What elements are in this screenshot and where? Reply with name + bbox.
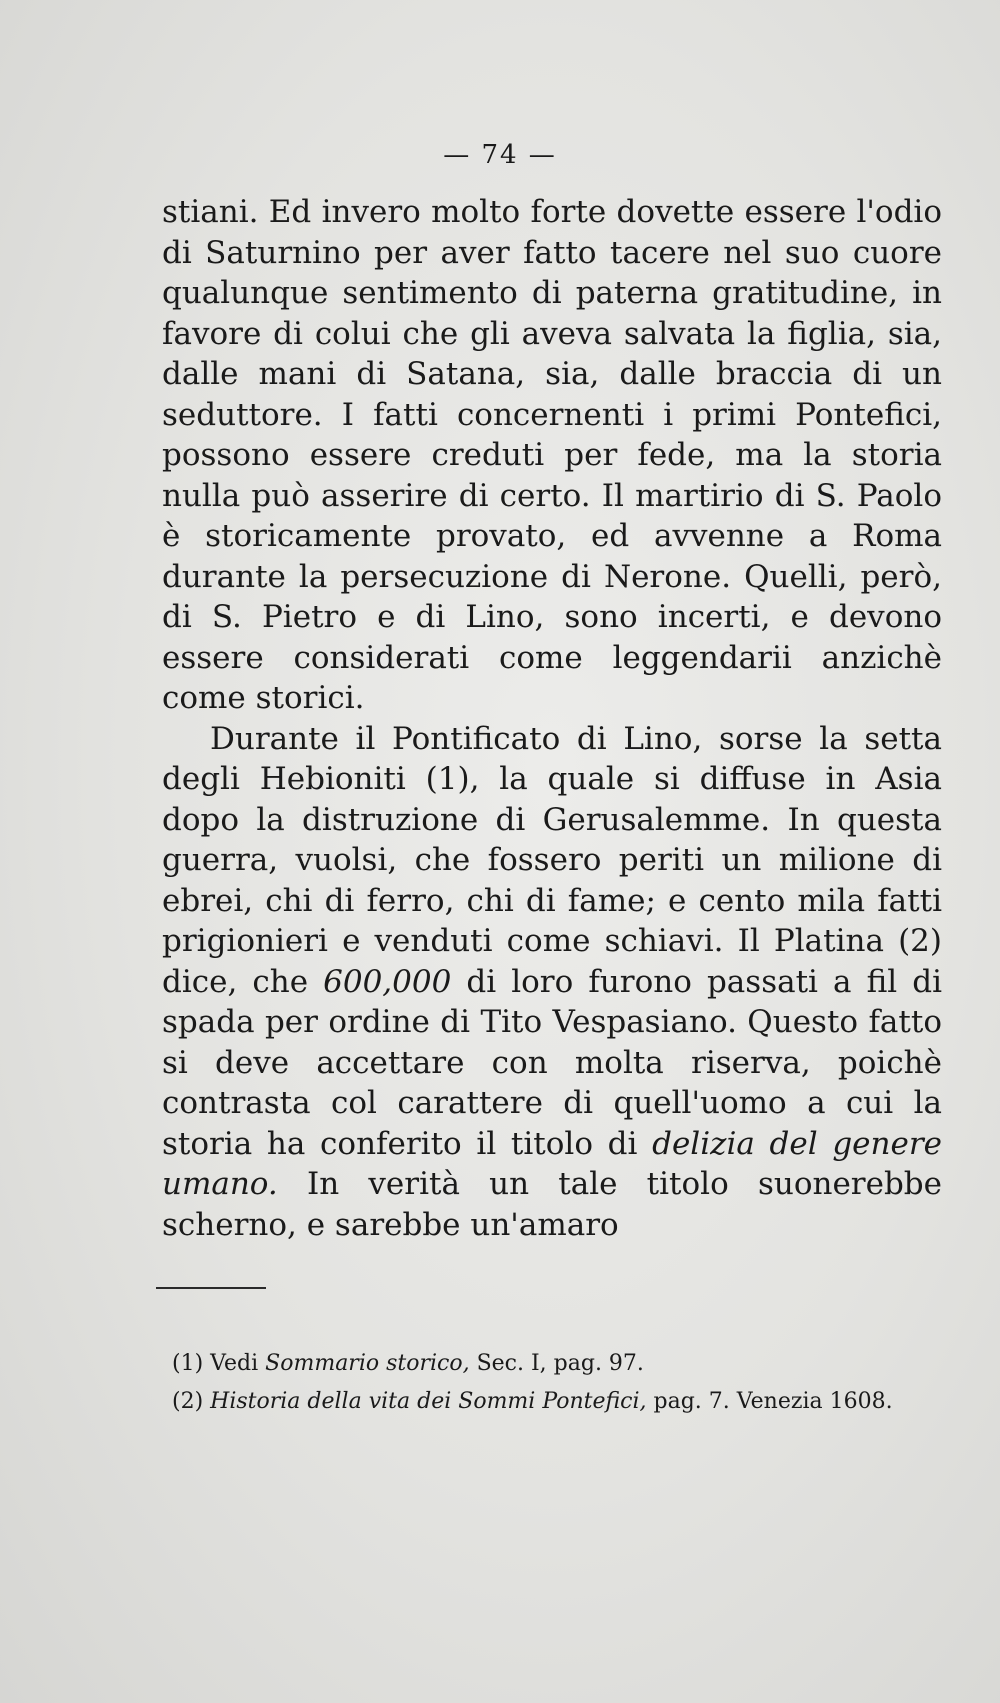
footnote-segment: Historia della vita dei Sommi Pontefici, bbox=[210, 1389, 647, 1414]
footnote-segment: Sommario storico, bbox=[265, 1351, 470, 1376]
footnote-divider bbox=[156, 1287, 266, 1289]
text-segment: delizia del genere umano. bbox=[162, 1125, 942, 1202]
footnote-segment: Sec. I, pag. 97. bbox=[469, 1351, 644, 1376]
text-segment: In verità un tale titolo suonerebbe scherno, e sarebbe un'amaro bbox=[162, 1166, 942, 1243]
footnote-2 bbox=[172, 1383, 942, 1421]
text-segment: 600,000 bbox=[323, 963, 452, 1000]
footnote-segment: (2) bbox=[172, 1389, 211, 1414]
text-segment: stiani. Ed invero molto forte dovette essere l'odio di Saturnino per aver fatto tacere nel suo cuore qualunque sentimento di paterna gratitudine, in favore di colui che gli aveva salvata la figlia, sia, dalle mani di Satana, sia, dalle braccia di un seduttore. I fatti concernenti i primi Pontefici, possono essere creduti per fede, ma la storia nulla può asserire di certo. Il martirio di S. Paolo è storicamente provato, ed avvenne a Roma durante la persecuzione di Nerone. Quelli, però, di S. Pietro e di Lino, sono incerti, e devono essere considerati come leggendarii anzichè come storici. bbox=[162, 194, 942, 716]
page-number: — 74 — bbox=[443, 140, 557, 170]
footnote-segment: (1) Vedi bbox=[172, 1351, 266, 1376]
text-segment: di loro furono passati a fil di spada per ordine di Tito Vespasiano. Questo fatto si deve accettare con molta riserva, poichè contrasta col carattere di quell'uomo a cui la storia ha conferito il titolo di bbox=[162, 963, 942, 1162]
text-segment: Durante il Pontificato di Lino, sorse la setta degli Hebioniti (1), la quale si diffuse in Asia dopo la distruzione di Gerusalemme. In questa guerra, vuolsi, che fossero periti un milione di ebrei, chi di ferro, chi di fame; e cento mila fatti prigionieri e venduti come schiavi. Il Platina (2) dice, che bbox=[162, 720, 942, 1000]
footnote-1 bbox=[172, 1345, 942, 1383]
footnotes bbox=[172, 1345, 942, 1421]
main-text bbox=[162, 192, 942, 1245]
paragraph-1 bbox=[162, 192, 942, 719]
paragraph-2 bbox=[162, 719, 942, 1246]
footnote-segment: pag. 7. Venezia 1608. bbox=[646, 1389, 893, 1414]
